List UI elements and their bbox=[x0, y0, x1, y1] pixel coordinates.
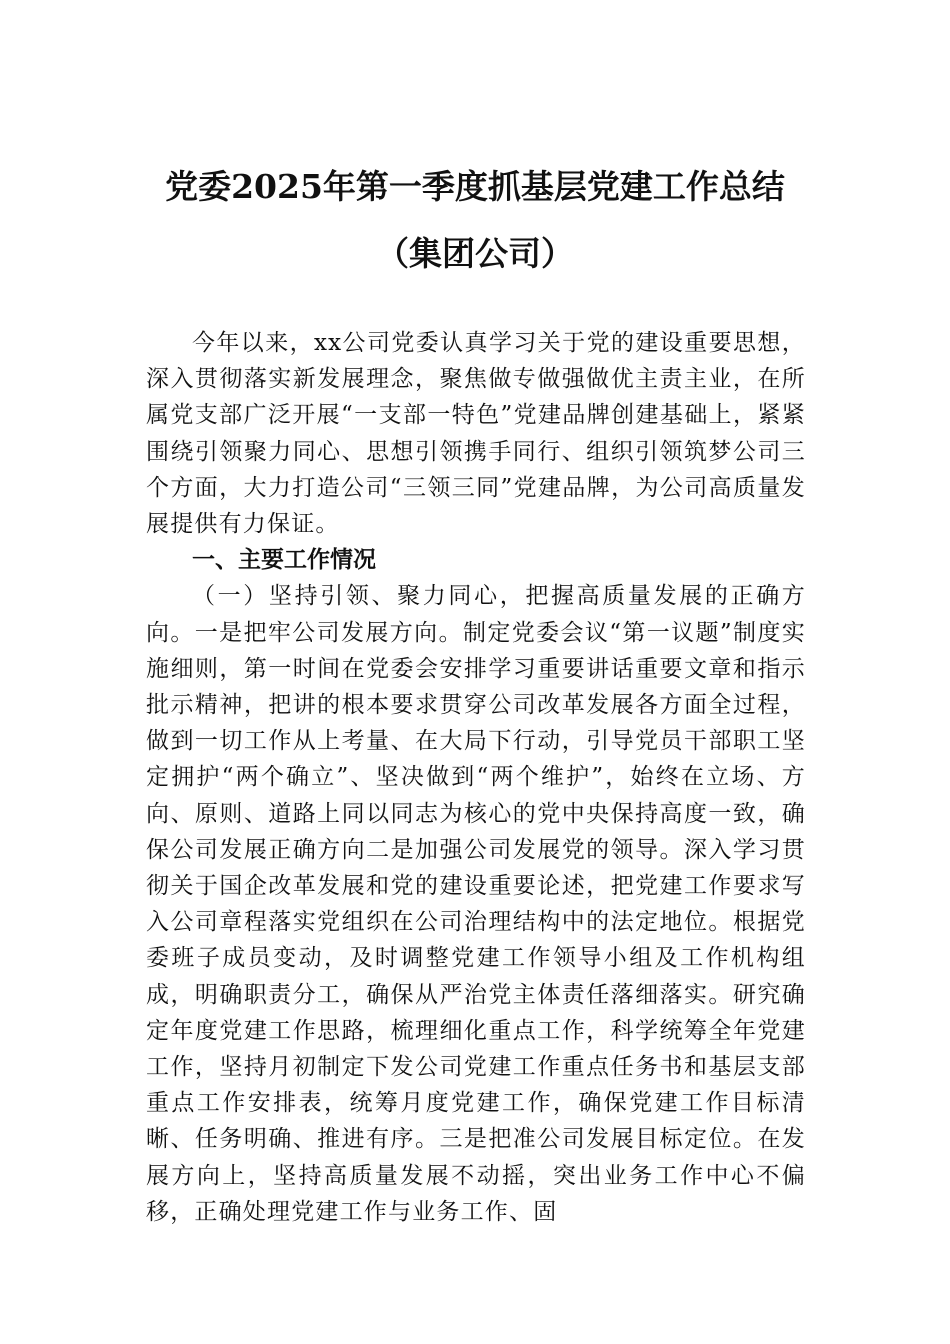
section-heading: 一、主要工作情况 bbox=[192, 547, 376, 574]
document-body bbox=[146, 325, 806, 1230]
document-title: 党委2025年第一季度抓基层党建工作总结 bbox=[165, 167, 785, 206]
intro-paragraph: 今年以来，xx公司党委认真学习关于党的建设重要思想，深入贯彻落实新发展理念，聚焦做专做强做优主责主业，在所属党支部广泛开展“一支部一特色”党建品牌创建基础上，紧紧围绕引领聚力同心、思想引领携手同行、组织引领筑梦公司三个方面，大力打造公司“三领三同”党建品牌，为公司高质量发展提供有力保证。 bbox=[146, 330, 806, 538]
section-paragraph: （一）坚持引领、聚力同心，把握高质量发展的正确方向。一是把牢公司发展方向。制定党委会议“第一议题”制度实施细则，第一时间在党委会安排学习重要讲话重要文章和指示批示精神，把讲的根本要求贯穿公司改革发展各方面全过程，做到一切工作从上考量、在大局下行动，引导党员干部职工坚定拥护“两个确立”、坚决做到“两个维护”，始终在立场、方向、原则、道路上同以同志为核心的党中央保持高度一致，确保公司发展正确方向二是加强公司发展党的领导。深入学习贯彻关于国企改革发展和党的建设重要论述，把党建工作要求写入公司章程落实党组织在公司治理结构中的法定地位。根据党委班子成员变动，及时调整党建工作领导小组及工作机构组成，明确职责分工，确保从严治党主体责任落细落实。研究确定年度党建工作思路，梳理细化重点工作，科学统筹全年党建工作，坚持月初制定下发公司党建工作重点任务书和基层支部重点工作安排表，统筹月度党建工作，确保党建工作目标清晰、任务明确、推进有序。三是把准公司发展目标定位。在发展方向上，坚持高质量发展不动摇，突出业务工作中心不偏移，正确处理党建工作与业务工作、固 bbox=[146, 583, 806, 1225]
document-subtitle: （集团公司） bbox=[376, 234, 574, 273]
